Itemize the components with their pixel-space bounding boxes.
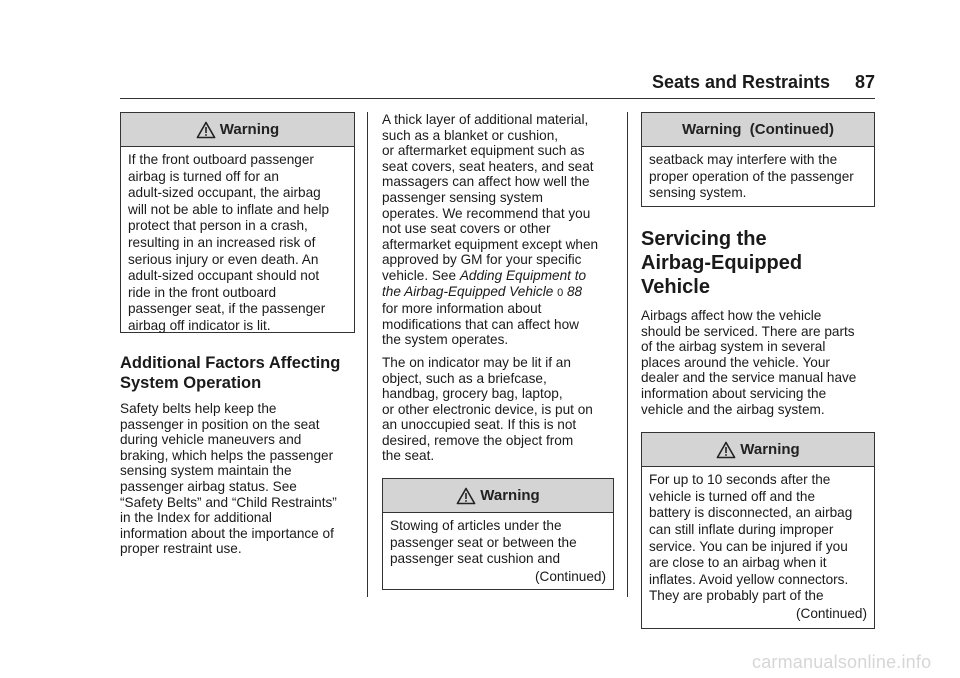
column-divider-2 (627, 112, 628, 597)
warning-line: resulting in an increased risk of (128, 234, 316, 250)
text-line: proper restraint use. (120, 541, 242, 557)
warning-line: airbag off indicator is lit. (128, 317, 271, 333)
paragraph (641, 308, 875, 417)
continued-label: (Continued) (534, 568, 606, 584)
warning-triangle-icon (716, 441, 736, 459)
warning-line: passenger seat, if the passenger (128, 301, 326, 317)
text-line: the seat. (382, 448, 435, 464)
paragraph (120, 401, 355, 557)
warning-body (121, 147, 354, 341)
warning-line: For up to 10 seconds after the (649, 472, 831, 488)
paragraph (382, 112, 614, 348)
warning-box-2 (382, 478, 614, 590)
warning-line: can still inflate during improper (649, 521, 834, 537)
warning-label: Warning (740, 441, 800, 459)
text-line: for more information about (382, 301, 542, 317)
warning-triangle-icon (196, 121, 216, 139)
text-line: an unoccupied seat. If this is not (382, 417, 577, 433)
text-line: passenger sensing system (382, 189, 543, 205)
text-line: passenger in position on the seat (120, 416, 320, 432)
warning-line: adult-sized occupant should not (128, 268, 320, 284)
paragraph (382, 355, 614, 464)
warning-line: service. You can be injured if you (649, 538, 848, 554)
header-rule (120, 98, 875, 99)
heading-line: Servicing the (641, 228, 767, 250)
text-line: braking, which helps the passenger (120, 447, 334, 463)
text-line: of the airbag system in several (641, 339, 826, 355)
text-line: or other electronic device, is put on (382, 401, 593, 417)
warning-header (383, 479, 613, 513)
warning-box-continued (641, 112, 875, 207)
warning-line: seatback may interfere with the (649, 152, 838, 167)
text-line: desired, remove the object from (382, 432, 574, 448)
warning-line: will not be able to inflate and help (128, 201, 330, 217)
text-line: vehicle. See (382, 267, 460, 283)
warning-body (383, 513, 613, 591)
section-title: Seats and Restraints (652, 72, 831, 92)
warning-box-3 (641, 432, 875, 629)
heading-line: Airbag-Equipped Vehicle (641, 252, 803, 298)
text-line: Safety belts help keep the (120, 401, 277, 416)
page-number: 87 (855, 72, 876, 92)
column-divider-1 (367, 112, 368, 597)
text-line: sensing system maintain the (120, 463, 292, 479)
text-line: such as a blanket or cushion, (382, 127, 559, 143)
text-line: dealer and the service manual have (641, 370, 857, 386)
warning-line: adult-sized occupant, the airbag (128, 185, 321, 201)
column-1 (120, 112, 355, 564)
cross-reference-link[interactable]: the Airbag-Equipped Vehicle (382, 283, 554, 299)
warning-header (642, 113, 874, 147)
warning-line: sensing system. (649, 185, 747, 201)
text-line: seat covers, seat heaters, and seat (382, 158, 594, 174)
page-arrow-icon: 0 (557, 286, 564, 299)
warning-line: passenger seat cushion and (390, 551, 561, 567)
warning-label: Warning (Continued) (682, 121, 834, 138)
warning-line: ride in the front outboard (128, 284, 277, 300)
text-line: during vehicle maneuvers and (120, 432, 302, 448)
text-line: vehicle and the airbag system. (641, 401, 825, 417)
warning-line: airbag is turned off for an (128, 168, 279, 184)
warning-box-1 (120, 112, 355, 333)
warning-line: proper operation of the passenger (649, 168, 854, 184)
heading-line: Additional Factors Affecting (120, 354, 341, 372)
warning-line: vehicle is turned off and the (649, 488, 816, 504)
text-line: Airbags affect how the vehicle (641, 308, 822, 323)
warning-line: are close to an airbag when it (649, 555, 827, 571)
watermark: carmanualsonline.info (752, 652, 932, 672)
text-line: the system operates. (382, 332, 509, 348)
text-line: aftermarket equipment except when (382, 236, 599, 252)
text-line: A thick layer of additional material, (382, 112, 589, 127)
text-line: not use seat covers or other (382, 221, 551, 237)
warning-line: If the front outboard passenger (128, 152, 314, 167)
text-line: information about the importance of (120, 525, 334, 541)
warning-label: Warning (219, 121, 280, 138)
warning-label: Warning (480, 487, 540, 505)
heading-line: System Operation (120, 374, 262, 392)
section-heading (120, 353, 355, 393)
warning-line: battery is disconnected, an airbag (649, 505, 853, 521)
text-line: places around the vehicle. Your (641, 354, 830, 370)
text-line: information about servicing the (641, 385, 827, 401)
text-line: handbag, grocery bag, laptop, (382, 386, 563, 402)
warning-line: inflates. Avoid yellow connectors. (649, 571, 849, 587)
column-3 (641, 112, 875, 629)
text-line: operates. We recommend that you (382, 205, 591, 221)
page-reference[interactable]: 88 (566, 283, 583, 299)
text-line: modifications that can affect how (382, 316, 579, 332)
warning-body (642, 467, 874, 628)
text-line: approved by GM for your specific (382, 252, 582, 268)
text-line: in the Index for additional (120, 510, 272, 526)
text-line: object, such as a briefcase, (382, 370, 547, 386)
section-heading (641, 227, 875, 299)
warning-header (121, 113, 354, 147)
text-line: massagers can affect how well the (382, 174, 590, 190)
warning-line: protect that person in a crash, (128, 218, 308, 234)
text-line: The on indicator may be lit if an (382, 354, 571, 370)
text-line: “Safety Belts” and “Child Restraints” (120, 494, 337, 510)
continued-label: (Continued) (795, 605, 867, 621)
warning-line: They are probably part of the (649, 588, 824, 604)
column-2 (382, 112, 614, 590)
cross-reference-link[interactable]: Adding Equipment to (459, 267, 587, 283)
warning-body (642, 147, 874, 208)
warning-header (642, 433, 874, 467)
warning-line: passenger seat or between the (390, 534, 577, 550)
text-line: should be serviced. There are parts (641, 323, 855, 339)
text-line: or aftermarket equipment such as (382, 143, 585, 159)
warning-line: serious injury or even death. An (128, 251, 319, 267)
warning-line: Stowing of articles under the (390, 518, 562, 534)
text-line: passenger airbag status. See (120, 478, 297, 494)
warning-triangle-icon (456, 487, 476, 505)
